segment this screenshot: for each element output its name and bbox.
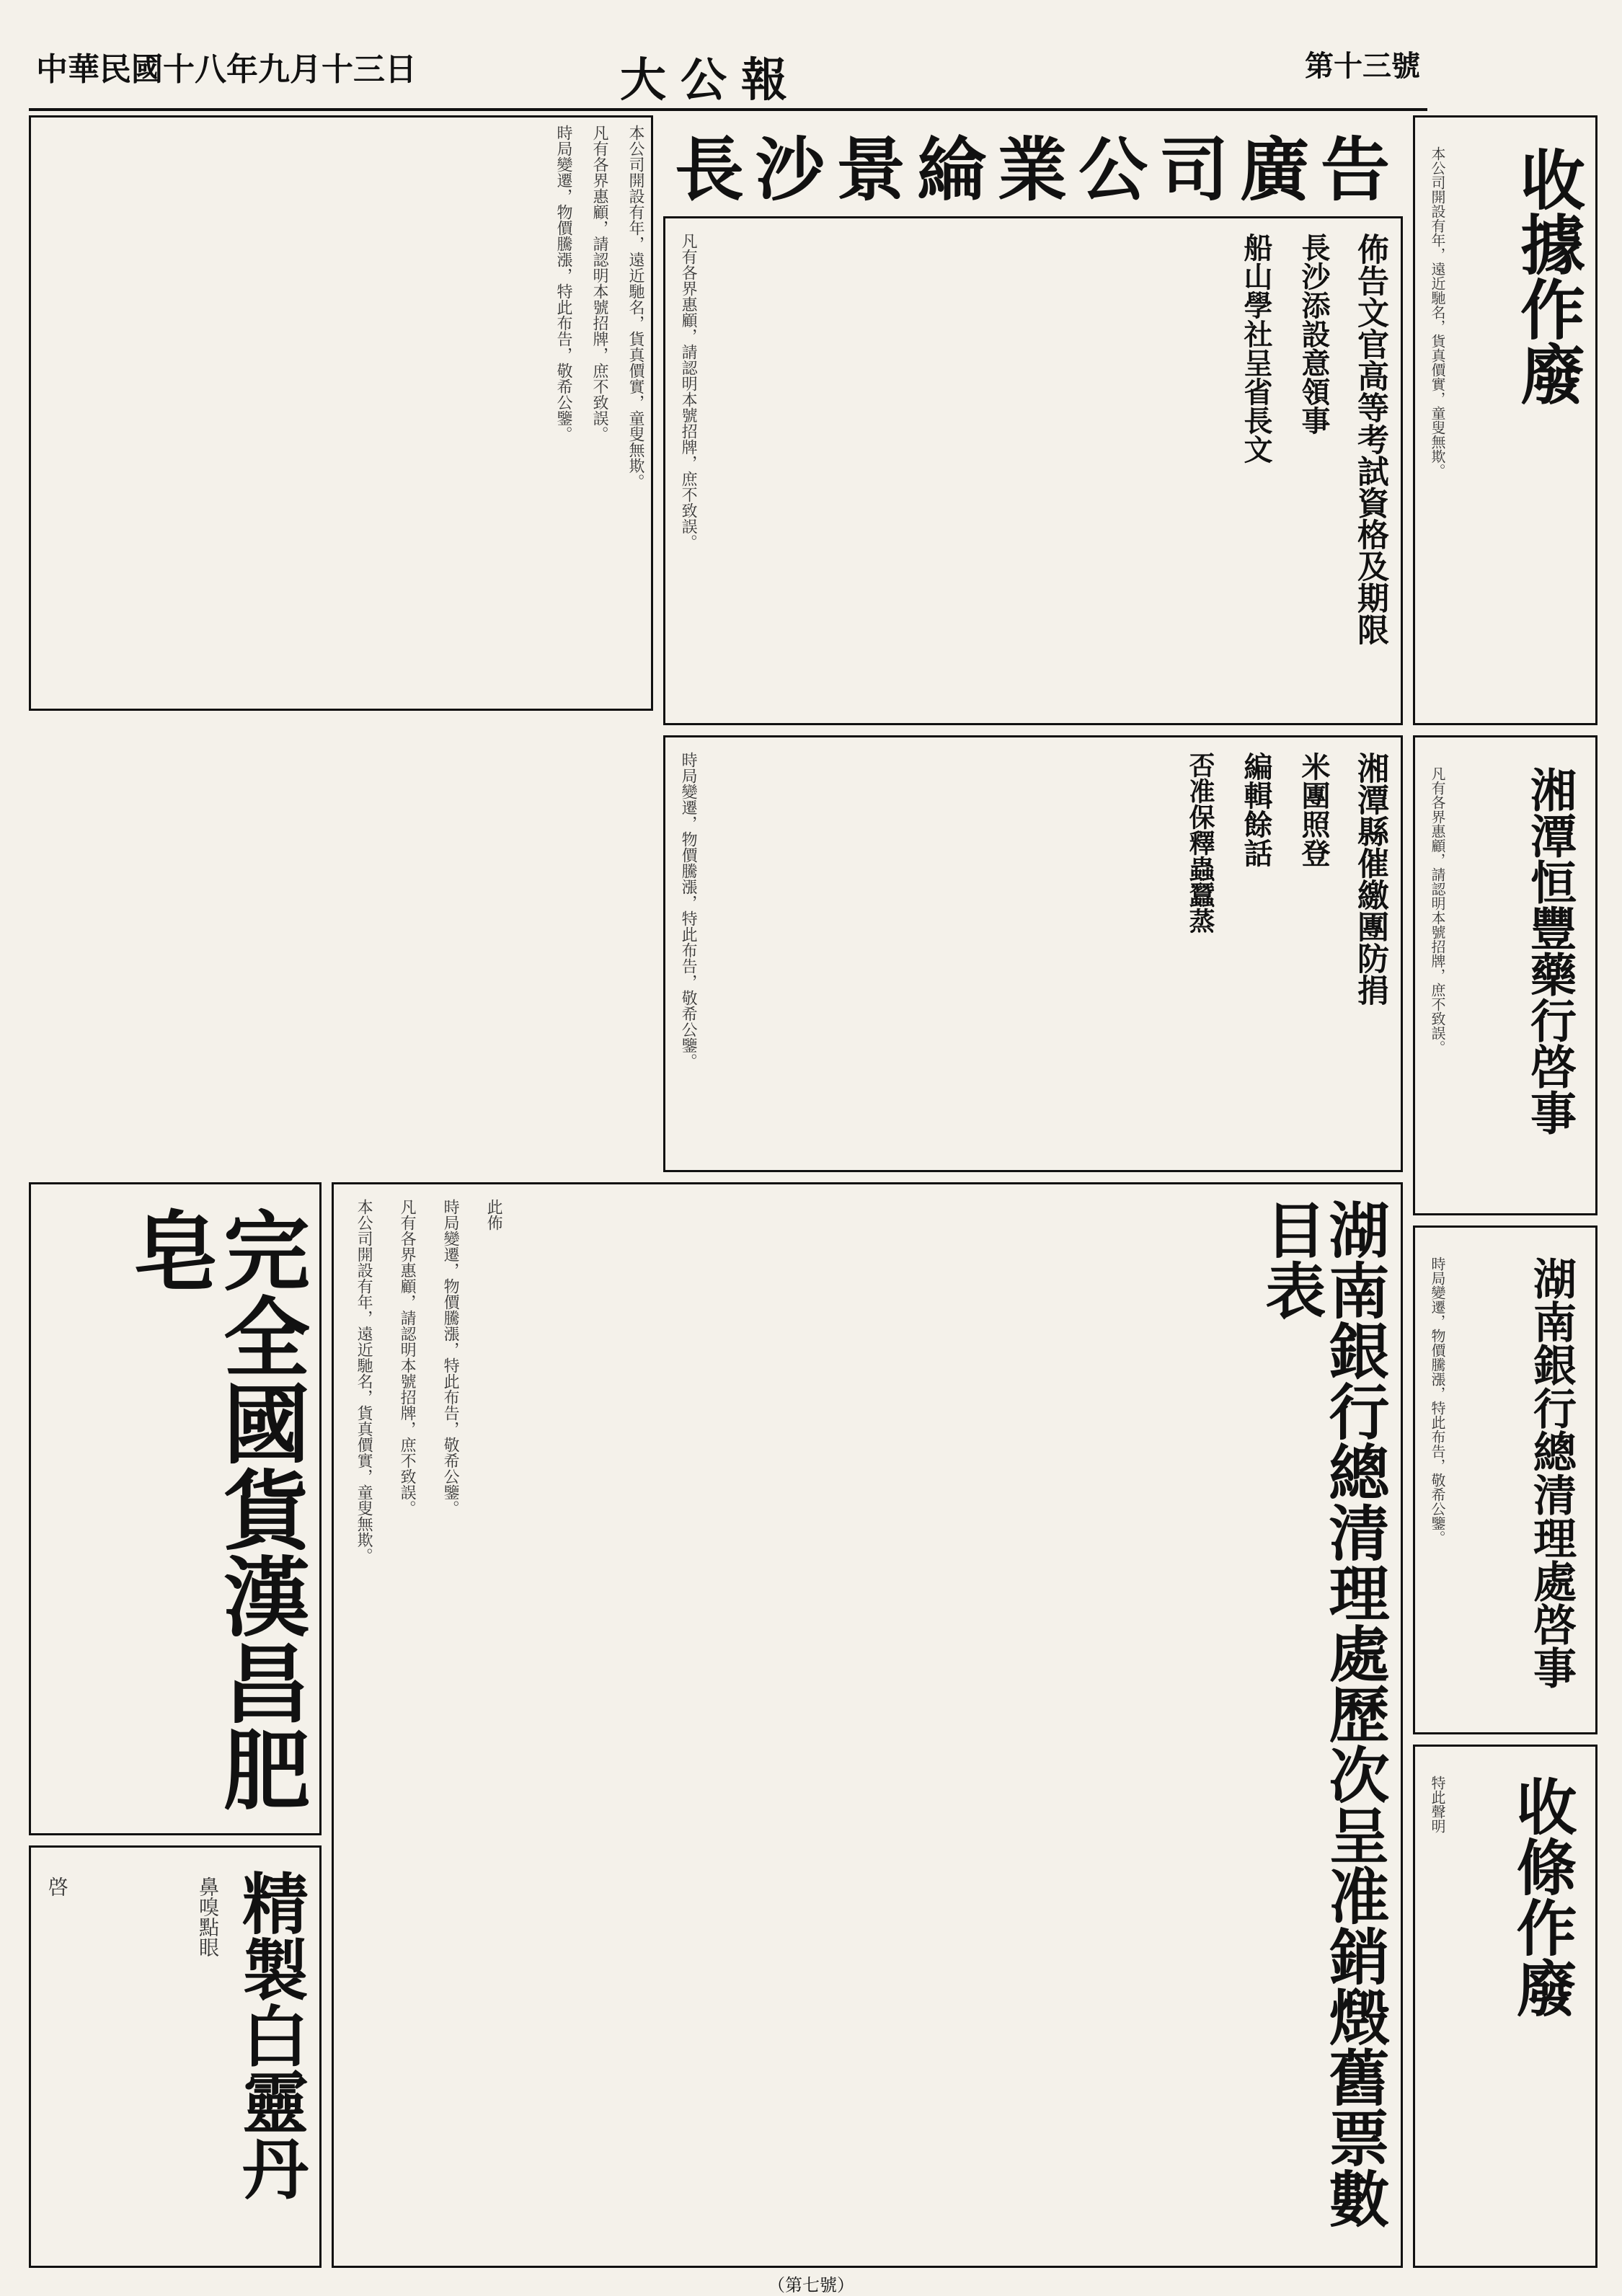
right-notice-4-title: 收條作廢 <box>1507 1776 1578 2018</box>
ad-soap <box>29 1182 322 1835</box>
middle-article-1 <box>663 216 1403 725</box>
bank-table-col-2: 凡有各界惠顧，請認明本號招牌，庶不致誤。 <box>398 1199 417 1516</box>
ad-baiLingDan <box>29 1845 322 2268</box>
masthead <box>29 29 1427 111</box>
item-rice: 米團照登 <box>1297 752 1331 867</box>
ad-baiLingDan-sub: 鼻嗅點眼 <box>196 1876 220 1957</box>
right-notice-4-text: 特此聲明 <box>1429 1776 1446 1833</box>
right-notice-1-title: 收據作廢 <box>1509 146 1585 406</box>
ad-soap-title: 完全國貨漢昌肥皂 <box>118 1206 311 1812</box>
right-notice-3-title: 湖南銀行總清理處啓事 <box>1526 1256 1577 1689</box>
bank-table-title: 湖南銀行總清理處歷次呈准銷燬舊票數目表 <box>1255 1199 1391 2228</box>
ad-baiLingDan-note: 啓 <box>45 1876 69 1897</box>
right-notice-2-title: 湘潭恒豐藥行啓事 <box>1523 766 1577 1135</box>
masthead-left: 中華民國十八年九月十三日 <box>36 51 417 88</box>
right-notice-2 <box>1413 735 1597 1215</box>
middle-article-text-2: 時局變遷，物價騰漲，特此布告，敬希公鑒。 <box>679 752 698 1069</box>
ad-baiLingDan-title: 精製白靈丹 <box>231 1869 309 2201</box>
item-xiangtan: 湘潭縣催繳團防捐 <box>1352 752 1388 1006</box>
right-notice-1-text: 本公司開設有年，遠近馳名，貨真價實，童叟無欺。 <box>1429 146 1446 478</box>
middle-article-2 <box>663 735 1403 1172</box>
top-left-text-2: 凡有各界惠顧，請認明本號招牌，庶不致誤。 <box>590 125 608 442</box>
item-long-announcement: 佈告文官高等考試資格及期限 <box>1352 233 1388 645</box>
masthead-center: 大公報 <box>620 53 802 107</box>
right-notice-4 <box>1413 1745 1597 2268</box>
top-left-text: 本公司開設有年，遠近馳名，貨真價實，童叟無欺。 <box>626 125 644 489</box>
right-notice-3 <box>1413 1225 1597 1734</box>
item-consul: 長沙添設意領事 <box>1297 233 1331 435</box>
right-notice-1 <box>1413 115 1597 725</box>
masthead-right: 第十三號 <box>1305 49 1420 83</box>
item-editor: 編輯餘話 <box>1239 752 1273 867</box>
bank-table-col-4: 此佈 <box>484 1199 503 1231</box>
footer-line: （第七號） <box>768 2275 854 2295</box>
middle-article-text: 凡有各界惠顧，請認明本號招牌，庶不致誤。 <box>679 233 698 550</box>
banner-title: 長沙景綸業公司廣告 <box>675 129 1401 210</box>
right-notice-3-text: 時局變遷，物價騰漲，特此布告，敬希公鑒。 <box>1429 1256 1446 1545</box>
right-notice-2-text: 凡有各界惠顧，請認明本號招牌，庶不致誤。 <box>1429 766 1446 1055</box>
bank-table <box>332 1182 1403 2268</box>
item-bail: 否准保釋蟲蠶蒸 <box>1185 752 1215 934</box>
item-chuanshan: 船山學社呈省長文 <box>1239 233 1273 464</box>
bank-table-col-1: 本公司開設有年，遠近馳名，貨真價實，童叟無欺。 <box>355 1199 373 1564</box>
bank-table-col-3: 時局變遷，物價騰漲，特此布告，敬希公鑒。 <box>441 1199 460 1516</box>
top-left-text-3: 時局變遷，物價騰漲，特此布告，敬希公鑒。 <box>554 125 572 442</box>
top-left-article <box>29 115 653 711</box>
